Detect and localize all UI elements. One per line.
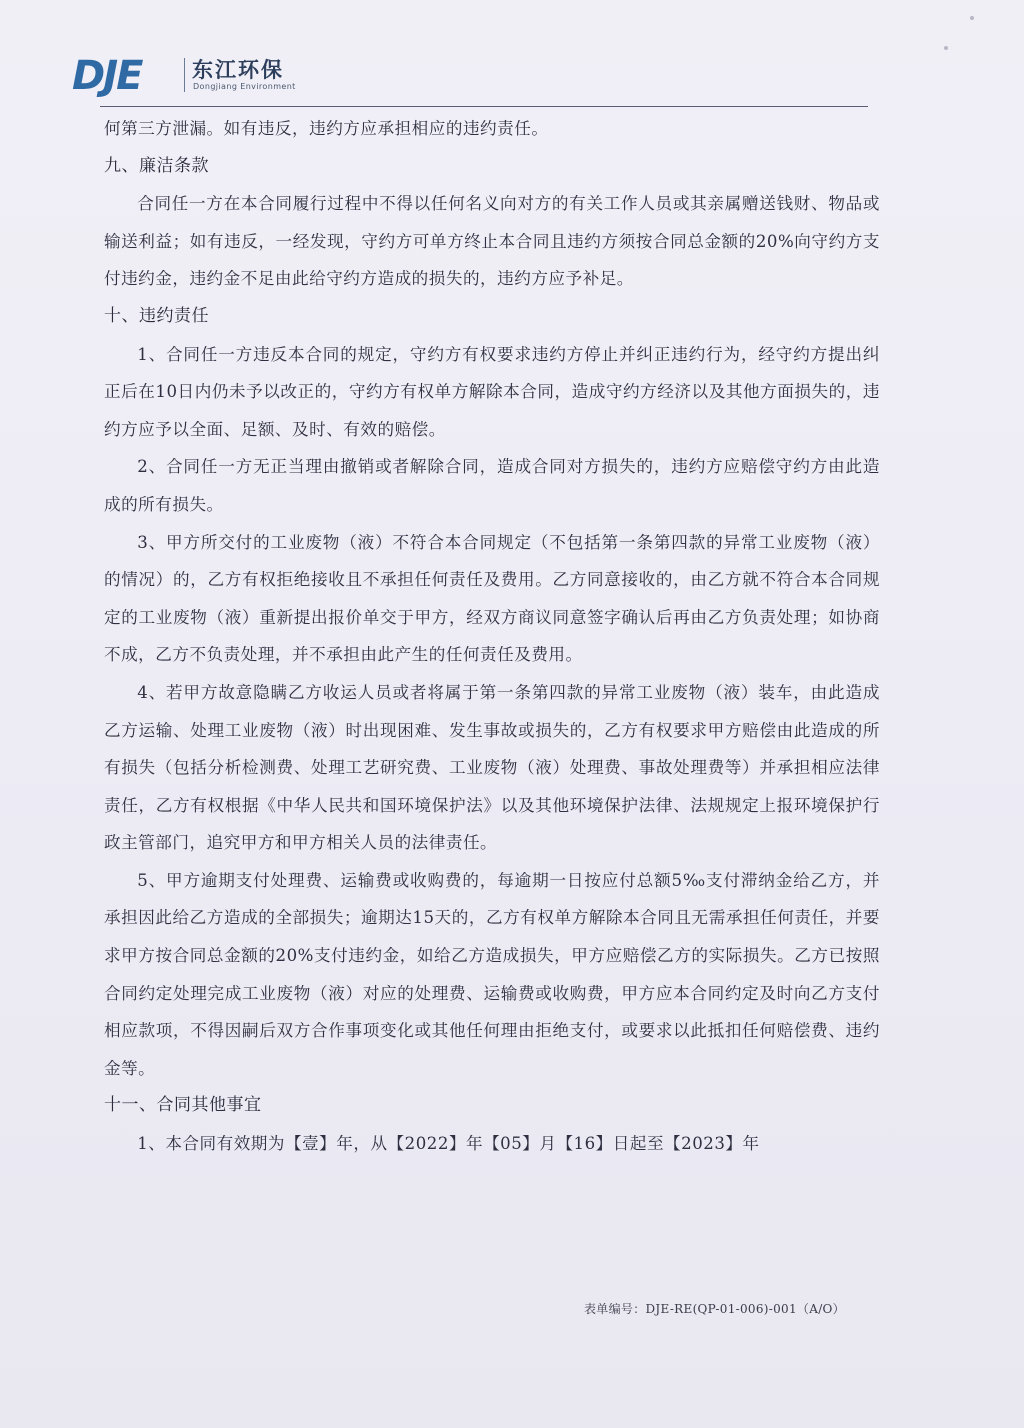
- company-name-cn: 东江环保: [192, 58, 284, 82]
- section-heading-9: 九、廉洁条款: [104, 155, 209, 176]
- section-heading-11: 十一、合同其他事宜: [104, 1095, 262, 1116]
- form-code: 表单编号：DJE-RE(QP-01-006)-001（A/O）: [584, 1302, 845, 1316]
- scan-speck: [970, 16, 974, 20]
- paragraph: 何第三方泄漏。如有违反，违约方应承担相应的违约责任。: [104, 119, 549, 138]
- company-name-en: Dongjiang Environment: [193, 82, 296, 91]
- header-rule: [100, 106, 868, 107]
- contract-body: [104, 110, 880, 1163]
- clause-10-3: 3、甲方所交付的工业废物（液）不符合本合同规定（不包括第一条第四款的异常工业废物（液）的情况）的，乙方有权拒绝接收且不承担任何责任及费用。乙方同意接收的，由乙方就不符合本合同规定的工业废物（液）重新提出报价单交于甲方，经双方商议同意签字确认后再由乙方负责处理；如协商不成，乙方不负责处理，并不承担由此产生的任何责任及费用。: [104, 532, 880, 665]
- company-logo: DJE: [72, 53, 142, 99]
- clause-10-5: 5、甲方逾期支付处理费、运输费或收购费的，每逾期一日按应付总额5‰支付滞纳金给乙方，并承担因此给乙方造成的全部损失；逾期达15天的，乙方有权单方解除本合同且无需承担任何责任，并要求甲方按合同总金额的20%支付违约金，如给乙方造成损失，甲方应赔偿乙方的实际损失。乙方已按照合同约定处理完成工业废物（液）对应的处理费、运输费或收购费，甲方应本合同约定及时向乙方支付相应款项，不得因嗣后双方合作事项变化或其他任何理由拒绝支付，或要求以此抵扣任何赔偿费、违约金等。: [104, 870, 880, 1078]
- clause-10-4: 4、若甲方故意隐瞒乙方收运人员或者将属于第一条第四款的异常工业废物（液）装车，由此造成乙方运输、处理工业废物（液）时出现困难、发生事故或损失的，乙方有权要求甲方赔偿由此造成的所有损失（包括分析检测费、处理工艺研究费、工业废物（液）处理费、事故处理费等）并承担相应法律责任，乙方有权根据《中华人民共和国环境保护法》以及其他环境保护法律、法规规定上报环境保护行政主管部门，追究甲方和甲方相关人员的法律责任。: [104, 682, 880, 853]
- section-heading-10: 十、违约责任: [104, 305, 209, 326]
- logo-divider: [184, 58, 185, 92]
- paragraph: 合同任一方在本合同履行过程中不得以任何名义向对方的有关工作人员或其亲属赠送钱财、物品或输送利益；如有违反，一经发现，守约方可单方终止本合同且违约方须按合同总金额的20%向守约方支付违约金，违约金不足由此给守约方造成的损失的，违约方应予补足。: [104, 194, 880, 289]
- scan-speck: [944, 46, 948, 50]
- clause-11-1: 1、本合同有效期为【壹】年，从【2022】年【05】月【16】日起至【2023】年: [137, 1134, 760, 1154]
- clause-10-2: 2、合同任一方无正当理由撤销或者解除合同，造成合同对方损失的，违约方应赔偿守约方由此造成的所有损失。: [104, 457, 880, 514]
- clause-10-1: 1、合同任一方违反本合同的规定，守约方有权要求违约方停止并纠正违约行为，经守约方提出纠正后在10日内仍未予以改正的，守约方有权单方解除本合同，造成守约方经济以及其他方面损失的，违约方应予以全面、足额、及时、有效的赔偿。: [104, 344, 880, 439]
